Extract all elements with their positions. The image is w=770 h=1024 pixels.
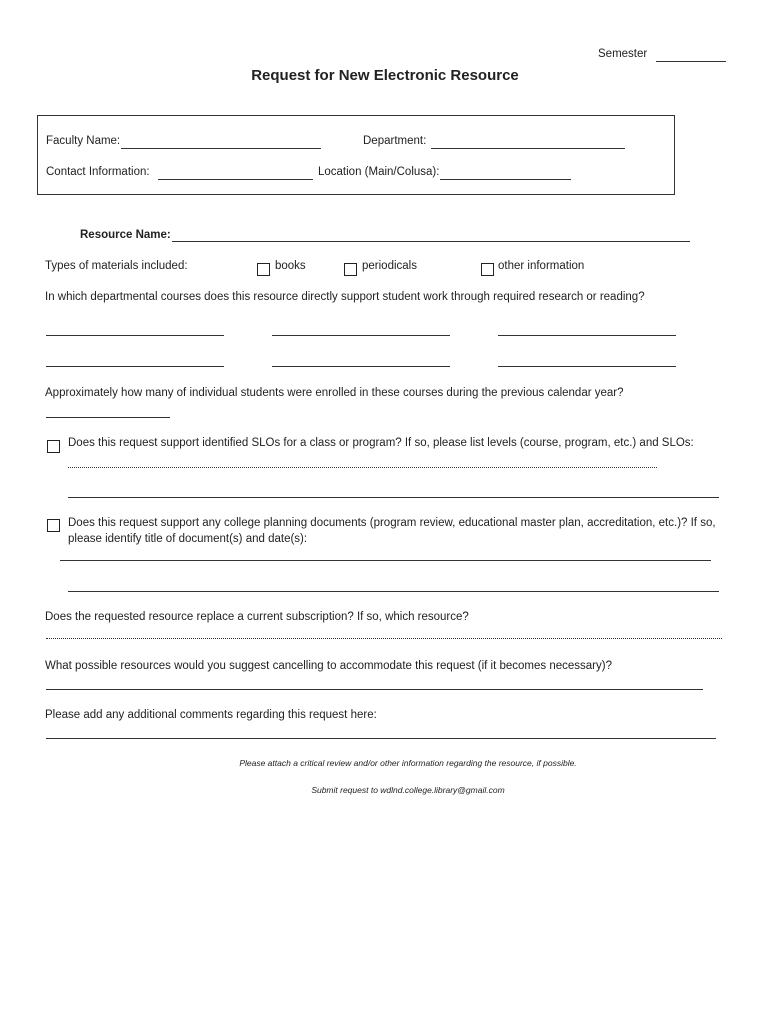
slo-field[interactable] (68, 467, 657, 468)
periodicals-checkbox[interactable] (344, 263, 357, 276)
semester-field[interactable] (656, 61, 726, 62)
planning-field[interactable] (68, 591, 719, 592)
slo-question: Does this request support identified SLOs for a class or program? If so, please list levels (course, program, etc.) and SLOs: (68, 437, 694, 449)
types-label: Types of materials included: (45, 260, 188, 272)
course-field[interactable] (498, 335, 676, 336)
course-field[interactable] (272, 335, 450, 336)
course-field[interactable] (272, 366, 450, 367)
replace-field[interactable] (46, 638, 722, 639)
location-label: Location (Main/Colusa): (318, 166, 440, 178)
contact-info-field[interactable] (158, 179, 313, 180)
department-field[interactable] (431, 148, 625, 149)
slo-field[interactable] (68, 497, 719, 498)
faculty-name-label: Faculty Name: (46, 135, 121, 147)
slo-checkbox[interactable] (47, 440, 60, 453)
periodicals-label: periodicals (362, 260, 417, 272)
comments-label: Please add any additional comments regarding this request here: (45, 709, 377, 721)
replace-question: Does the requested resource replace a current subscription? If so, which resource? (45, 611, 469, 623)
info-box (37, 115, 675, 195)
contact-info-label: Contact Information: (46, 166, 150, 178)
cancel-field[interactable] (46, 689, 703, 690)
page-title: Request for New Electronic Resource (251, 67, 519, 84)
submit-note: Submit request to wdlnd.college.library@gmail.com (311, 785, 505, 795)
books-checkbox[interactable] (257, 263, 270, 276)
resource-name-field[interactable] (172, 241, 690, 242)
planning-question-line1: Does this request support any college planning documents (program review, educational master plan, accreditation, etc.)? If so, (68, 517, 716, 529)
planning-question-line2: please identify title of document(s) and date(s): (68, 533, 308, 545)
location-field[interactable] (440, 179, 571, 180)
planning-checkbox[interactable] (47, 519, 60, 532)
faculty-name-field[interactable] (121, 148, 321, 149)
course-field[interactable] (46, 366, 224, 367)
resource-name-label: Resource Name: (80, 229, 171, 241)
other-information-checkbox[interactable] (481, 263, 494, 276)
books-label: books (275, 260, 306, 272)
courses-question: In which departmental courses does this resource directly support student work through required research or reading? (45, 291, 645, 303)
planning-field[interactable] (60, 560, 711, 561)
enrollment-question: Approximately how many of individual students were enrolled in these courses during the previous calendar year? (45, 387, 624, 399)
other-information-label: other information (498, 260, 585, 272)
cancel-question: What possible resources would you suggest cancelling to accommodate this request (if it becomes necessary)? (45, 660, 612, 672)
semester-label: Semester (598, 48, 648, 60)
department-label: Department: (363, 135, 427, 147)
enrollment-field[interactable] (46, 417, 170, 418)
attach-note: Please attach a critical review and/or other information regarding the resource, if possible. (239, 758, 577, 768)
course-field[interactable] (46, 335, 224, 336)
comments-field[interactable] (46, 738, 716, 739)
course-field[interactable] (498, 366, 676, 367)
